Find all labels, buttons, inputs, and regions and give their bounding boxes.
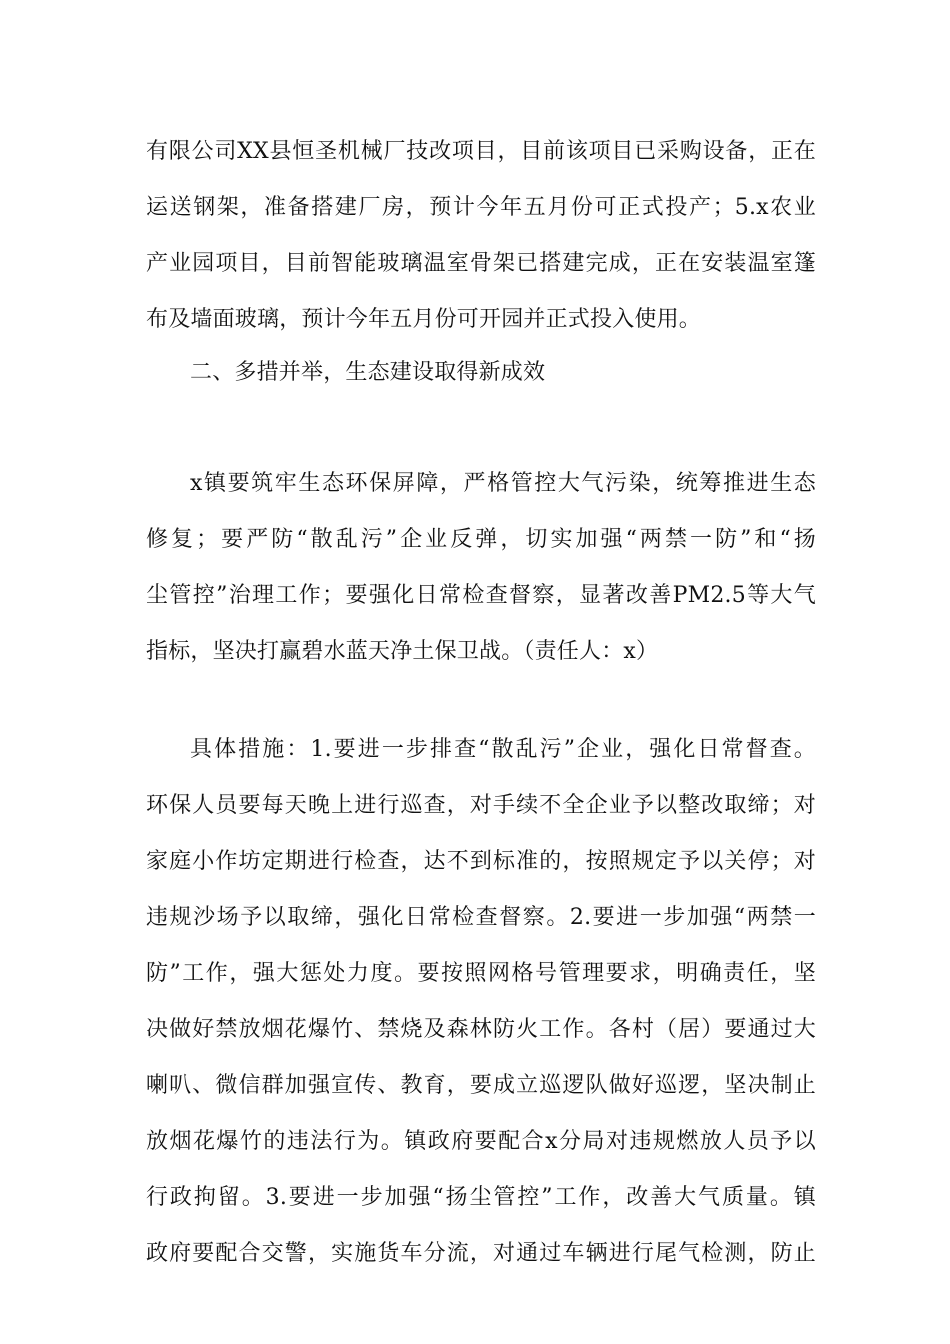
section-heading	[146, 345, 816, 401]
paragraph-measures	[146, 722, 816, 1282]
text-line: 指标，坚决打赢碧水蓝天净土保卫战。（责任人：x）	[146, 639, 659, 664]
text-line: 放烟花爆竹的违法行为。镇政府要配合x分局对违规燃放人员予以	[146, 1129, 816, 1154]
text-line: 家庭小作坊定期进行检查，达不到标准的，按照规定予以关停；对	[146, 849, 816, 874]
text-line: 运送钢架，准备搭建厂房，预计今年五月份可正式投产；5.x农业	[146, 195, 816, 220]
text-line: 决做好禁放烟花爆竹、禁烧及森林防火工作。各村（居）要通过大	[146, 1017, 816, 1042]
text-line: 行政拘留。3.要进一步加强“扬尘管控”工作，改善大气质量。镇	[146, 1185, 816, 1210]
text-line: 政府要配合交警，实施货车分流，对通过车辆进行尾气检测，防止	[146, 1241, 816, 1266]
text-line: 有限公司XX县恒圣机械厂技改项目，目前该项目已采购设备，正在	[146, 139, 816, 164]
text-line: x镇要筑牢生态环保屏障，严格管控大气污染，统筹推进生态	[190, 471, 816, 496]
text-line: 具体措施：1.要进一步排查“散乱污”企业，强化日常督查。	[190, 737, 816, 762]
text-line: 防”工作，强大惩处力度。要按照网格号管理要求，明确责任，坚	[146, 961, 816, 986]
text-line: 喇叭、微信群加强宣传、教育，要成立巡逻队做好巡逻，坚决制止	[146, 1073, 816, 1098]
text-line: 环保人员要每天晚上进行巡查，对手续不全企业予以整改取缔；对	[146, 793, 816, 818]
text-line: 尘管控”治理工作；要强化日常检查督察，显著改善PM2.5等大气	[146, 583, 816, 608]
text-line: 违规沙场予以取缔，强化日常检查督察。2.要进一步加强“两禁一	[146, 905, 816, 930]
text-line: 布及墙面玻璃，预计今年五月份可开园并正式投入使用。	[146, 307, 702, 332]
paragraph-projects	[146, 124, 816, 348]
paragraph-ecology	[146, 456, 816, 680]
text-line: 产业园项目，目前智能玻璃温室骨架已搭建完成，正在安装温室篷	[146, 251, 816, 276]
text-line: 修复；要严防“散乱污”企业反弹，切实加强“两禁一防”和“扬	[146, 527, 816, 552]
heading-text: 二、多措并举，生态建设取得新成效	[190, 360, 546, 385]
